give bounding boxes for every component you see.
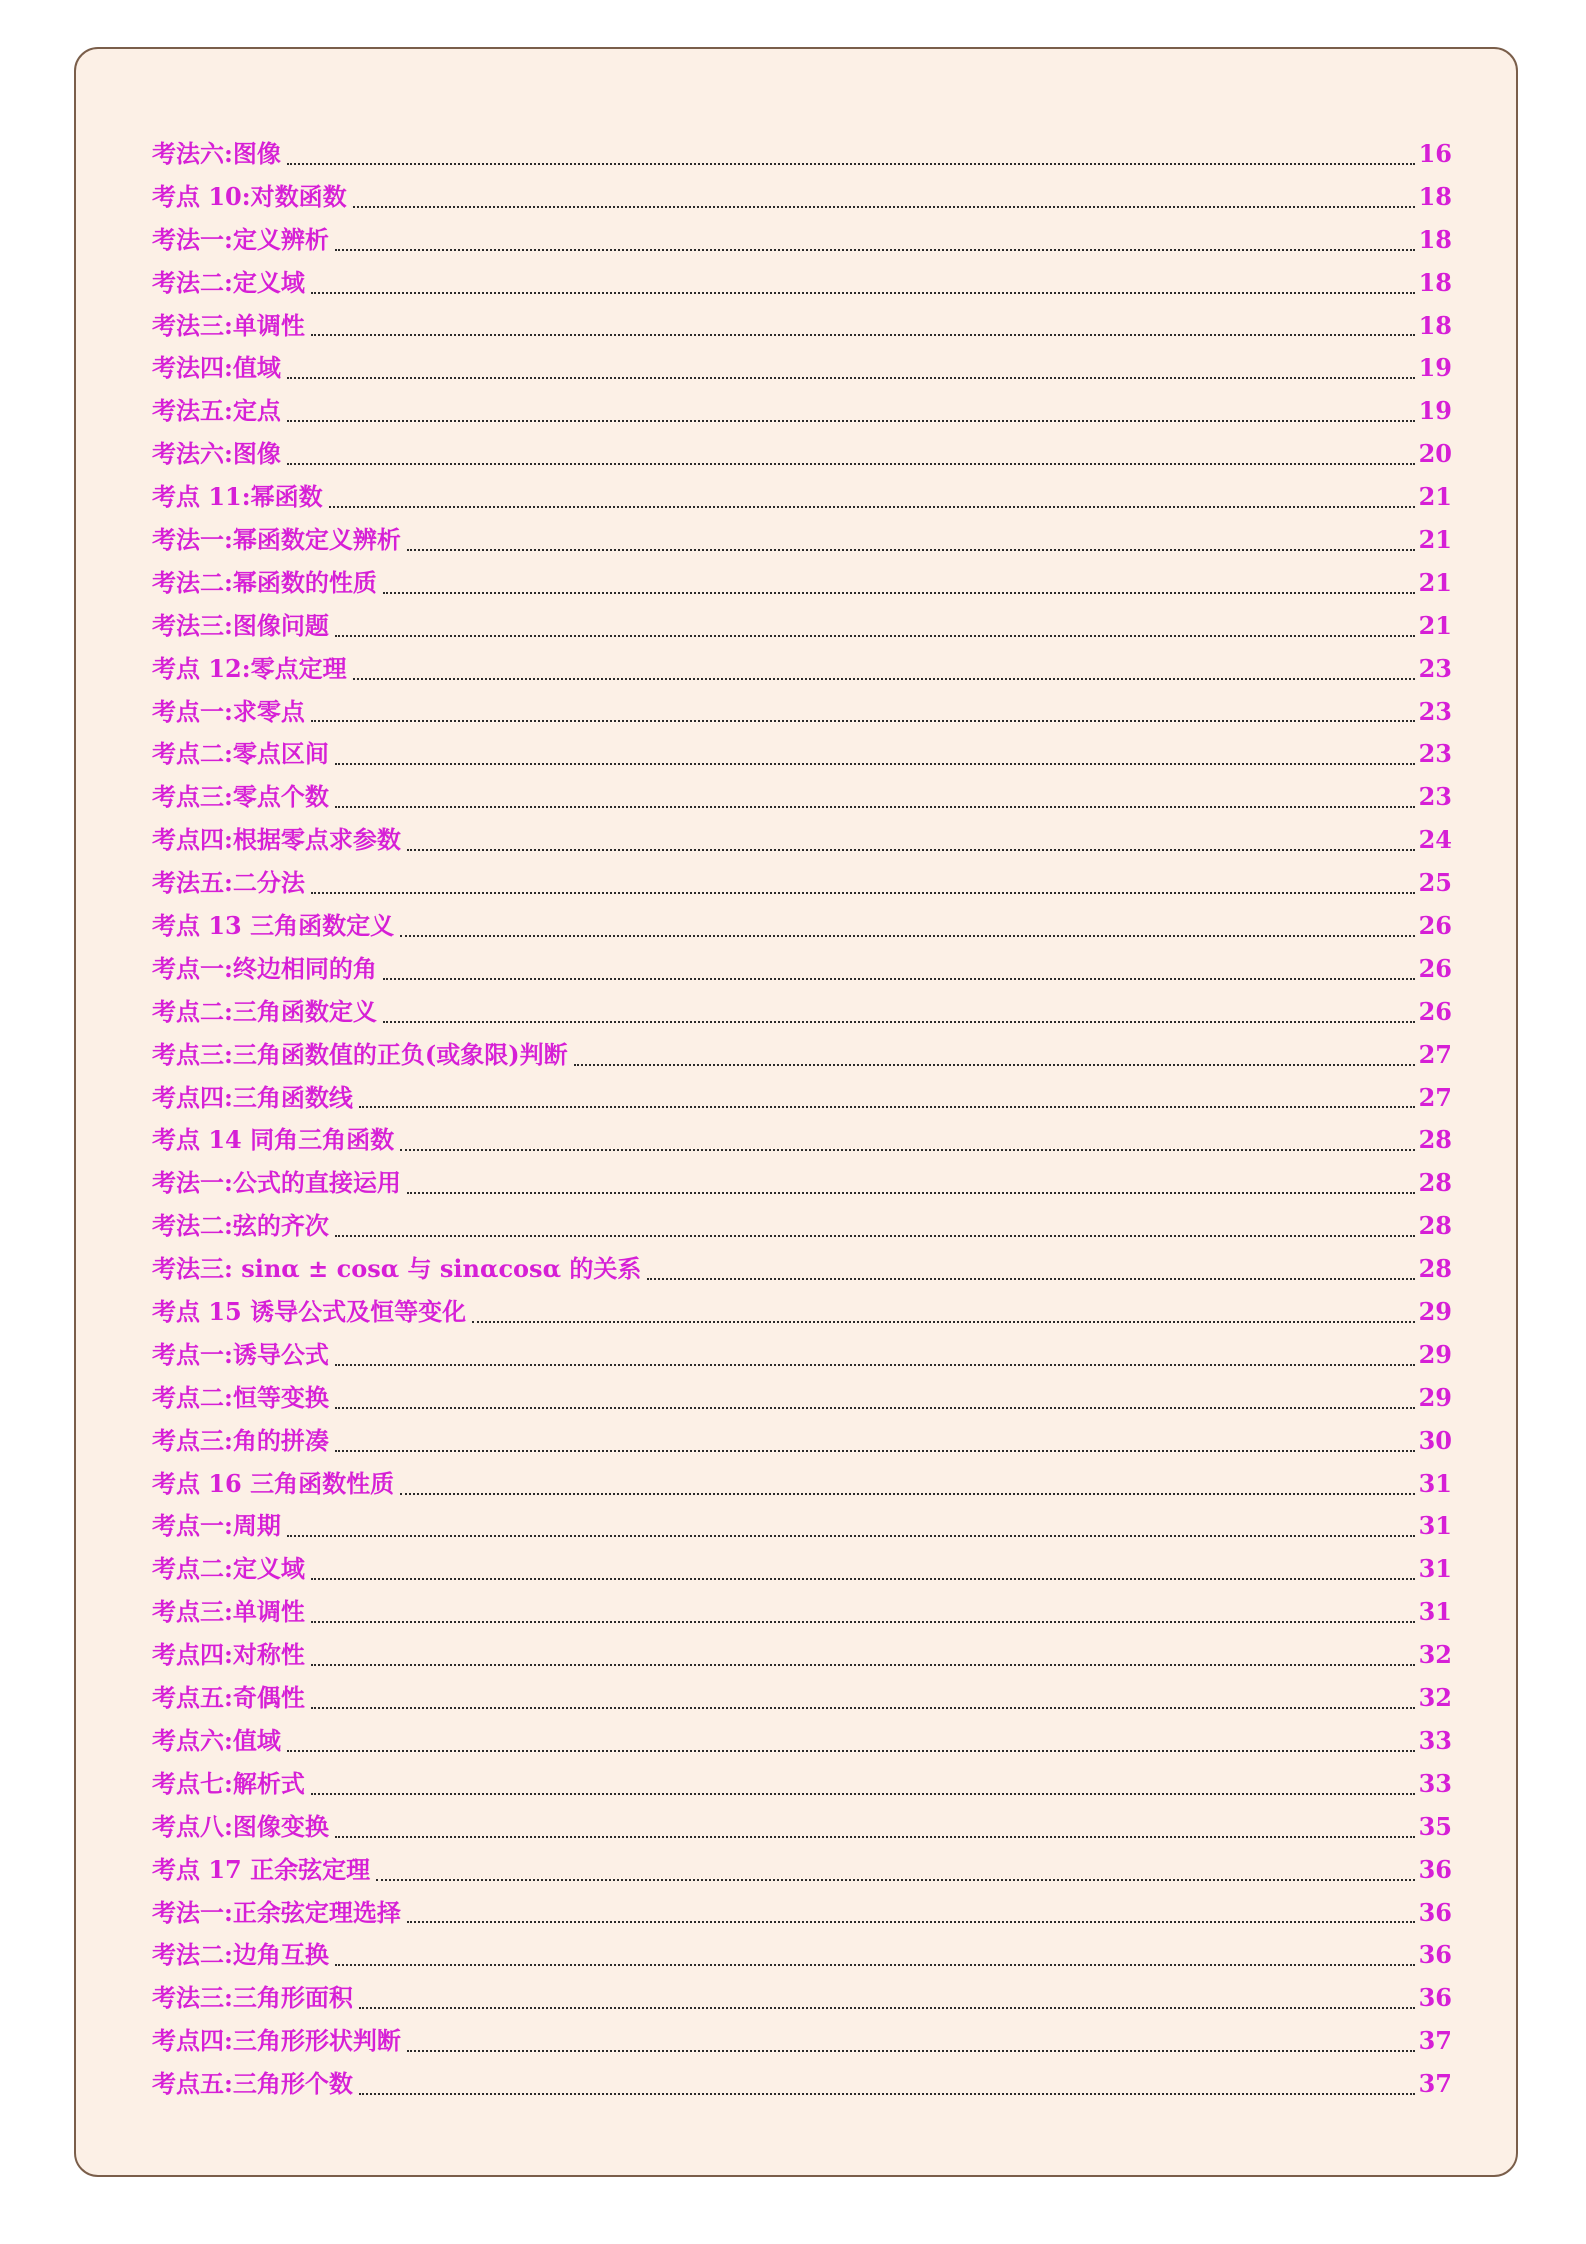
- toc-entry[interactable]: [152, 819, 1452, 862]
- toc-entry-page-number: 29: [1418, 1382, 1452, 1412]
- toc-entry-page-number: 21: [1418, 525, 1452, 554]
- toc-entry-title: 考点三:角的拼凑: [152, 1425, 329, 1455]
- toc-entry-page-number: 23: [1418, 782, 1452, 812]
- toc-entry-page-number: 33: [1418, 1725, 1452, 1755]
- toc-entry-page-number: 36: [1418, 1854, 1452, 1884]
- toc-entry-page-number: 30: [1418, 1425, 1452, 1455]
- toc-entry[interactable]: [152, 1763, 1452, 1806]
- toc-leader-dots: [400, 935, 1414, 937]
- toc-entry-title: 考法六:图像: [152, 439, 281, 469]
- toc-entry-title: 考点四:三角函数线: [152, 1082, 353, 1112]
- toc-entry[interactable]: [152, 733, 1452, 776]
- toc-leader-dots: [311, 892, 1415, 894]
- toc-entry[interactable]: [152, 390, 1452, 433]
- toc-entry-title: 考法三:三角形面积: [152, 1983, 353, 2013]
- toc-entry-page-number: 33: [1418, 1768, 1452, 1798]
- toc-entry-title: 考点五:奇偶性: [152, 1683, 305, 1713]
- toc-entry-title: 考法一:公式的直接运用: [152, 1168, 401, 1198]
- toc-leader-dots: [335, 1235, 1415, 1237]
- toc-leader-dots: [400, 1493, 1414, 1495]
- toc-entry[interactable]: [152, 1463, 1452, 1506]
- toc-entry-page-number: 19: [1418, 353, 1452, 383]
- toc-leader-dots: [359, 1106, 1415, 1108]
- toc-entry[interactable]: [152, 1548, 1452, 1591]
- toc-entry[interactable]: [152, 1720, 1452, 1763]
- toc-entry[interactable]: [152, 948, 1452, 991]
- toc-entry[interactable]: [152, 2063, 1452, 2106]
- toc-leader-dots: [335, 635, 1415, 637]
- toc-entry[interactable]: [152, 1677, 1452, 1720]
- toc-entry[interactable]: [152, 1291, 1452, 1334]
- toc-entry-page-number: 23: [1418, 739, 1452, 769]
- toc-entry-page-number: 28: [1418, 1168, 1452, 1198]
- toc-entry-title: 考点一:终边相同的角: [152, 953, 377, 983]
- toc-entry[interactable]: [152, 476, 1452, 519]
- toc-entry-title: 考点 16 三角函数性质: [152, 1468, 395, 1498]
- toc-entry-title: 考法二:定义域: [152, 267, 305, 297]
- toc-entry[interactable]: [152, 562, 1452, 605]
- toc-entry-title: 考法一:定义辨析: [152, 224, 329, 254]
- toc-entry[interactable]: [152, 1119, 1452, 1162]
- toc-entry-title: 考法二:幂函数的性质: [152, 567, 377, 597]
- toc-leader-dots: [376, 1879, 1414, 1881]
- toc-entry[interactable]: [152, 1077, 1452, 1120]
- toc-leader-dots: [287, 377, 1415, 379]
- toc-leader-dots: [383, 978, 1415, 980]
- toc-entry[interactable]: [152, 691, 1452, 734]
- toc-entry-title: 考点二:定义域: [152, 1554, 305, 1584]
- toc-leader-dots: [353, 206, 1415, 208]
- toc-entry[interactable]: [152, 1034, 1452, 1077]
- toc-entry-page-number: 26: [1418, 911, 1452, 941]
- toc-entry-page-number: 23: [1418, 653, 1452, 683]
- toc-entry[interactable]: [152, 1934, 1452, 1977]
- toc-entry-title: 考法三:单调性: [152, 310, 305, 340]
- toc-entry[interactable]: [152, 1806, 1452, 1849]
- toc-entry-page-number: 36: [1418, 1983, 1452, 2013]
- toc-entry-page-number: 29: [1418, 1297, 1452, 1327]
- toc-leader-dots: [472, 1321, 1414, 1323]
- toc-entry[interactable]: [152, 1591, 1452, 1634]
- toc-entry[interactable]: [152, 433, 1452, 476]
- toc-leader-dots: [335, 763, 1415, 765]
- toc-entry-title: 考点二:恒等变换: [152, 1382, 329, 1412]
- toc-entry-title: 考点 11:幂函数: [152, 482, 323, 512]
- toc-leader-dots: [383, 592, 1415, 594]
- toc-entry-title: 考点八:图像变换: [152, 1811, 329, 1841]
- toc-entry-page-number: 18: [1418, 181, 1452, 211]
- toc-entry-title: 考法六:图像: [152, 138, 281, 168]
- toc-leader-dots: [311, 1578, 1415, 1580]
- toc-entry-page-number: 37: [1418, 2026, 1452, 2056]
- toc-entry-title: 考法五:定点: [152, 396, 281, 426]
- toc-leader-dots: [311, 1621, 1415, 1623]
- toc-entry-page-number: 21: [1418, 482, 1452, 512]
- toc-entry-page-number: 26: [1418, 953, 1452, 983]
- toc-entry-title: 考点三:单调性: [152, 1597, 305, 1627]
- toc-entry-page-number: 20: [1418, 439, 1452, 469]
- toc-entry[interactable]: [152, 605, 1452, 648]
- toc-entry-page-number: 31: [1418, 1554, 1452, 1584]
- toc-leader-dots: [407, 2050, 1415, 2052]
- toc-entry[interactable]: [152, 133, 1452, 176]
- table-of-contents: [152, 133, 1452, 2106]
- toc-entry-title: 考点一:求零点: [152, 696, 305, 726]
- toc-leader-dots: [400, 1149, 1414, 1151]
- toc-leader-dots: [287, 420, 1415, 422]
- toc-leader-dots: [287, 163, 1415, 165]
- toc-entry-title: 考法二:边角互换: [152, 1940, 329, 1970]
- toc-entry[interactable]: [152, 1420, 1452, 1463]
- toc-entry-page-number: 31: [1418, 1511, 1452, 1541]
- toc-entry-title: 考点四:根据零点求参数: [152, 825, 401, 855]
- toc-entry-title: 考法一:幂函数定义辨析: [152, 525, 401, 554]
- toc-leader-dots: [335, 249, 1415, 251]
- toc-leader-dots: [407, 849, 1415, 851]
- toc-entry-page-number: 29: [1418, 1339, 1452, 1369]
- toc-leader-dots: [335, 1836, 1415, 1838]
- toc-entry-page-number: 23: [1418, 696, 1452, 726]
- toc-leader-dots: [311, 334, 1415, 336]
- toc-entry-title: 考法四:值域: [152, 353, 281, 383]
- toc-entry[interactable]: [152, 1506, 1452, 1549]
- toc-leader-dots: [335, 1364, 1415, 1366]
- toc-leader-dots: [407, 549, 1415, 551]
- toc-entry-title: 考点七:解析式: [152, 1768, 305, 1798]
- toc-entry[interactable]: [152, 1892, 1452, 1935]
- toc-entry-title: 考点三:三角函数值的正负(或象限)判断: [152, 1039, 568, 1069]
- toc-entry-title: 考法二:弦的齐次: [152, 1211, 329, 1241]
- toc-entry-title: 考点二:零点区间: [152, 739, 329, 769]
- toc-leader-dots: [287, 463, 1415, 465]
- toc-leader-dots: [311, 1664, 1415, 1666]
- toc-entry-page-number: 37: [1418, 2069, 1452, 2099]
- toc-leader-dots: [311, 292, 1415, 294]
- toc-entry[interactable]: [152, 347, 1452, 390]
- toc-entry[interactable]: [152, 905, 1452, 948]
- toc-entry[interactable]: [152, 1205, 1452, 1248]
- toc-entry-page-number: 36: [1418, 1940, 1452, 1970]
- toc-leader-dots: [311, 1793, 1415, 1795]
- toc-entry-page-number: 19: [1418, 396, 1452, 426]
- toc-entry-page-number: 16: [1418, 138, 1452, 168]
- toc-entry[interactable]: [152, 1634, 1452, 1677]
- toc-entry[interactable]: [152, 1162, 1452, 1205]
- toc-leader-dots: [407, 1192, 1415, 1194]
- toc-entry[interactable]: [152, 305, 1452, 348]
- toc-entry-title: 考点四:三角形形状判断: [152, 2026, 401, 2056]
- toc-entry-page-number: 31: [1418, 1597, 1452, 1627]
- toc-leader-dots: [329, 506, 1415, 508]
- toc-entry-page-number: 26: [1418, 996, 1452, 1026]
- toc-entry[interactable]: [152, 2020, 1452, 2063]
- toc-entry-title: 考点 13 三角函数定义: [152, 911, 395, 941]
- toc-entry[interactable]: [152, 1849, 1452, 1892]
- toc-entry-page-number: 18: [1418, 267, 1452, 297]
- toc-leader-dots: [311, 720, 1415, 722]
- toc-entry-page-number: 28: [1418, 1254, 1452, 1284]
- toc-entry-title: 考点六:值域: [152, 1725, 281, 1755]
- toc-entry-title: 考点五:三角形个数: [152, 2069, 353, 2099]
- toc-leader-dots: [335, 1450, 1415, 1452]
- toc-entry-page-number: 32: [1418, 1640, 1452, 1670]
- toc-entry-title: 考点 14 同角三角函数: [152, 1125, 395, 1155]
- toc-entry[interactable]: [152, 519, 1452, 562]
- toc-entry[interactable]: [152, 219, 1452, 262]
- toc-leader-dots: [311, 1707, 1415, 1709]
- toc-entry-page-number: 21: [1418, 610, 1452, 640]
- toc-entry-title: 考法五:二分法: [152, 868, 305, 898]
- toc-entry[interactable]: [152, 1377, 1452, 1420]
- toc-entry[interactable]: [152, 176, 1452, 219]
- toc-entry-title: 考法一:正余弦定理选择: [152, 1897, 401, 1927]
- toc-entry-page-number: 35: [1418, 1811, 1452, 1841]
- toc-leader-dots: [383, 1021, 1415, 1023]
- toc-entry-title: 考点 12:零点定理: [152, 653, 347, 683]
- toc-entry-title: 考法三:图像问题: [152, 610, 329, 640]
- toc-entry[interactable]: [152, 1977, 1452, 2020]
- toc-entry-title: 考点 15 诱导公式及恒等变化: [152, 1297, 467, 1327]
- toc-entry-title: 考点一:周期: [152, 1511, 281, 1541]
- toc-entry-page-number: 31: [1418, 1468, 1452, 1498]
- toc-leader-dots: [574, 1064, 1415, 1066]
- toc-entry-page-number: 25: [1418, 868, 1452, 898]
- toc-leader-dots: [287, 1535, 1415, 1537]
- toc-entry-title: 考法三: sinα ± cosα 与 sinαcosα 的关系: [152, 1254, 642, 1284]
- toc-entry-page-number: 18: [1418, 224, 1452, 254]
- toc-leader-dots: [353, 678, 1415, 680]
- toc-entry-page-number: 18: [1418, 310, 1452, 340]
- toc-leader-dots: [407, 1921, 1415, 1923]
- toc-entry[interactable]: [152, 1334, 1452, 1377]
- toc-leader-dots: [647, 1278, 1414, 1280]
- toc-entry[interactable]: [152, 991, 1452, 1034]
- toc-entry-title: 考点 10:对数函数: [152, 181, 347, 211]
- toc-entry-page-number: 24: [1418, 825, 1452, 855]
- toc-entry[interactable]: [152, 262, 1452, 305]
- toc-leader-dots: [287, 1750, 1415, 1752]
- toc-entry[interactable]: [152, 862, 1452, 905]
- toc-entry-page-number: 27: [1418, 1082, 1452, 1112]
- toc-entry[interactable]: [152, 776, 1452, 819]
- toc-leader-dots: [359, 2007, 1415, 2009]
- toc-entry-title: 考点三:零点个数: [152, 782, 329, 812]
- toc-entry-title: 考点二:三角函数定义: [152, 996, 377, 1026]
- toc-leader-dots: [335, 1964, 1415, 1966]
- toc-entry-page-number: 32: [1418, 1683, 1452, 1713]
- toc-leader-dots: [359, 2093, 1415, 2095]
- toc-entry[interactable]: [152, 1248, 1452, 1291]
- toc-entry-title: 考点一:诱导公式: [152, 1339, 329, 1369]
- toc-leader-dots: [335, 806, 1415, 808]
- toc-entry-page-number: 28: [1418, 1211, 1452, 1241]
- toc-entry-title: 考点 17 正余弦定理: [152, 1854, 371, 1884]
- toc-entry-page-number: 21: [1418, 567, 1452, 597]
- toc-leader-dots: [335, 1407, 1415, 1409]
- toc-entry-title: 考点四:对称性: [152, 1640, 305, 1670]
- toc-entry[interactable]: [152, 648, 1452, 691]
- toc-entry-page-number: 27: [1418, 1039, 1452, 1069]
- toc-entry-page-number: 36: [1418, 1897, 1452, 1927]
- toc-entry-page-number: 28: [1418, 1125, 1452, 1155]
